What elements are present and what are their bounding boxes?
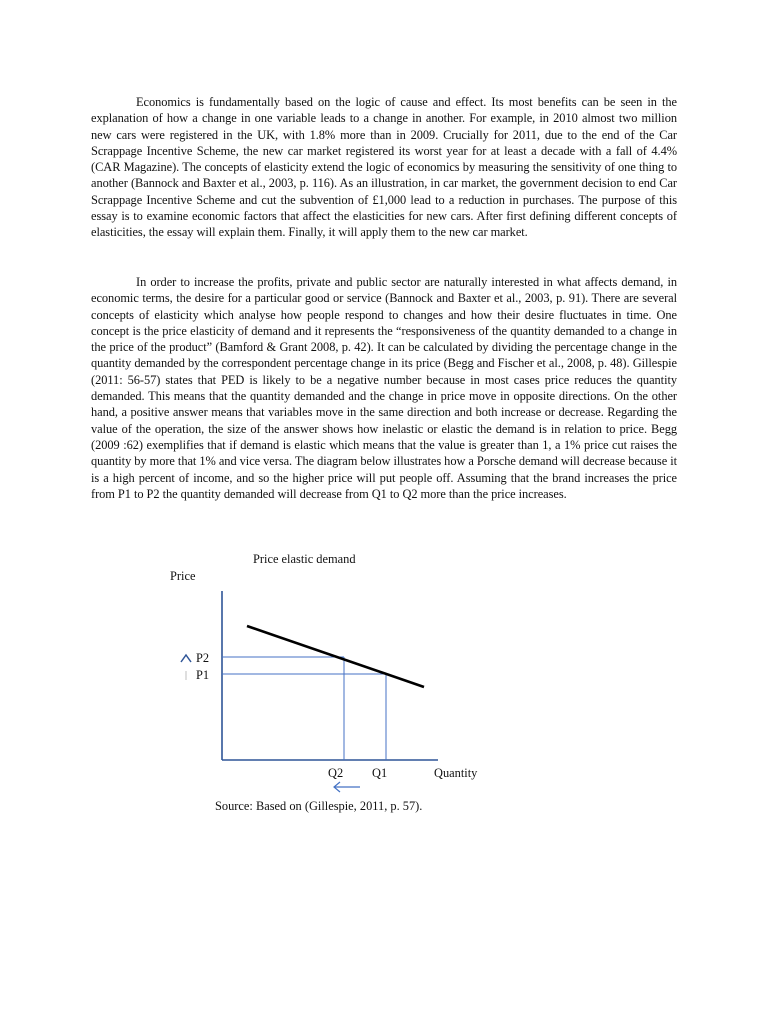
quantity-decrease-arrow-icon [334, 782, 360, 792]
p1-label: P1 [196, 668, 210, 682]
q1-label: Q1 [372, 766, 388, 780]
figure-title: Price elastic demand [253, 552, 356, 566]
quantity-axis-label: Quantity [434, 766, 478, 780]
figure-source: Source: Based on (Gillespie, 2011, p. 57). [215, 799, 423, 813]
q2-label: Q2 [328, 766, 344, 780]
paragraph-introduction: Economics is fundamentally based on the logic of cause and effect. Its most benefits can be seen in the explanation of how a change in one variable leads to a change in another. For example, in 2010 almost two million new cars were registered in the UK, with 1.8% more than in 2009. Crucially for 2011, due to the end of the Car Scrappage Incentive Scheme, the new car market registered its worst year for at least a decade with a fall of 4.4% (CAR Magazine). The concepts of elasticity extend the logic of economics by measuring the sensitivity of one thing to another (Bannock and Baxter et al., 2003, p. 116). As an illustration, in car market, the government decision to end Car Scrappage Incentive Scheme and cut the subvention of £1,000 lead to a reduction in purchases. The purpose of this essay is to examine economic factors that affect the elasticities for new cars. After first defining different concepts of elasticities, the essay will explain them. Finally, it will apply them to the new car market. [91, 95, 677, 240]
paragraph-elasticity: In order to increase the profits, private and public sector are naturally interested in what affects demand, in economic terms, the desire for a particular good or service (Bannock and Baxter et al., 2003, p. 91). There are several concepts of elasticity which analyse how people respond to changes and how their desire fluctuates in time. One concept is the price elasticity of demand and it represents the “responsiveness of the quantity demanded to a change in the price of the product” (Bamford & Grant 2008, p. 42). It can be calculated by dividing the percentage change in the quantity demanded by the correspondent percentage change in its price (Begg and Fischer et al., 2008, p. 48). Gillespie (2011: 56-57) states that PED is likely to be a negative number because in most cases price reduces the quantity demanded. This means that the quantity demanded and the change in price move in opposite directions. On the other hand, a positive answer means that variables move in the same direction and both increase or decrease. Regarding the value of the operation, the size of the answer shows how inelastic or elastic the demand is in relation to price. Begg (2009 :62) exemplifies that if demand is elastic which means that the value is greater than 1, a 1% price cut raises the quantity by more that 1% and vice versa. The diagram below illustrates how a Porsche demand will decrease because it is a high percent of income, and so the higher price will put people off. Assuming that the brand increases the price from P1 to P2 the quantity demanded will decrease from Q1 to Q2 more than the price increases. [91, 275, 677, 501]
price-increase-arrow-icon [181, 655, 191, 680]
p2-label: P2 [196, 651, 210, 665]
price-axis-label: Price [170, 569, 196, 583]
